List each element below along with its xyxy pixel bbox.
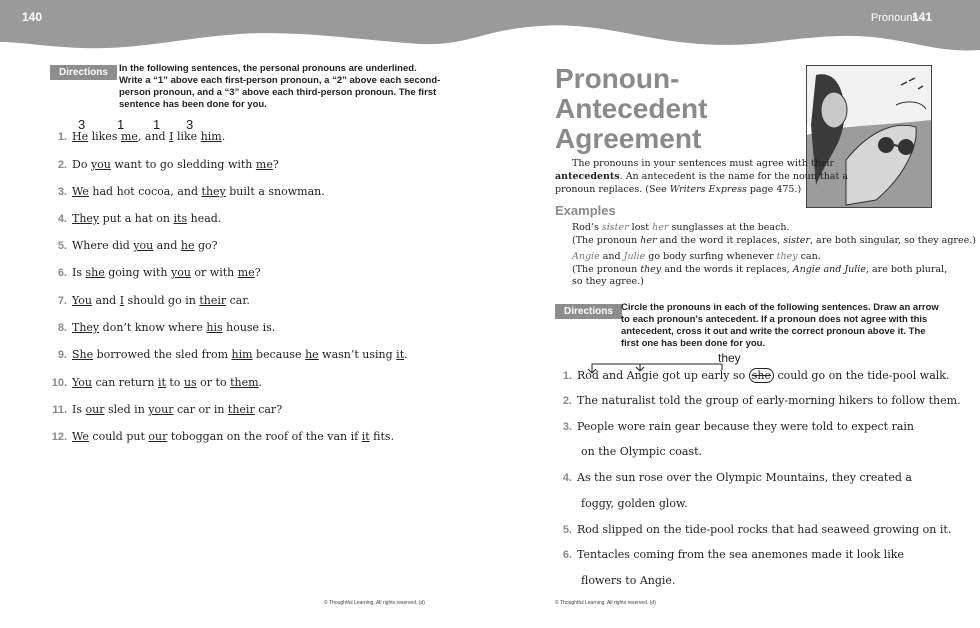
- sentence-row: [50, 348, 408, 361]
- sentence-number: 6.: [57, 267, 67, 279]
- sentence-text: . An antecedent is the name for the noun that a: [619, 171, 849, 182]
- italic-text: sister: [783, 235, 810, 246]
- underlined-pronoun: me: [255, 158, 273, 171]
- left-directions-text: [119, 63, 440, 111]
- sentence-text: pronoun replaces. (See: [555, 184, 670, 195]
- right-page-number: 141: [912, 10, 933, 24]
- left-directions-badge: Directions: [50, 65, 117, 80]
- sentence-text: Is: [72, 266, 86, 279]
- intro-line: [555, 183, 801, 196]
- sentence-text: and: [153, 239, 181, 252]
- underlined-pronoun: they: [201, 185, 226, 198]
- sentence-text: ?: [272, 158, 279, 171]
- example-line: [572, 276, 644, 288]
- sentence-number: 7.: [57, 295, 67, 307]
- italic-text: her: [640, 235, 657, 246]
- sentence-text: , and: [137, 130, 170, 143]
- sentence-number: 9.: [57, 349, 67, 361]
- sentence-text: or with: [190, 266, 238, 279]
- highlighted-word: Julie: [623, 251, 646, 262]
- sentence-text: can.: [797, 251, 821, 262]
- sentence-row: [581, 497, 688, 510]
- sentence-text: going with: [104, 266, 171, 279]
- sentence-text: car.: [226, 294, 250, 307]
- underlined-pronoun: you: [171, 266, 191, 279]
- sentence-row: [555, 471, 912, 484]
- underlined-pronoun: us: [183, 376, 197, 389]
- underlined-pronoun: They: [72, 212, 100, 225]
- sentence-text: Tentacles coming from the sea anemones made it look like: [577, 548, 904, 561]
- sentence-text: As the sun rose over the Olympic Mountains, they created a: [577, 471, 912, 484]
- underlined-pronoun: you: [90, 158, 111, 171]
- highlighted-word: her: [652, 222, 669, 233]
- sentence-number: 8.: [57, 322, 67, 334]
- sentence-row: [581, 445, 702, 458]
- sentence-text: can return: [92, 376, 158, 389]
- page-title-line: Antecedent: [555, 93, 708, 124]
- sentence-number: 5.: [57, 240, 67, 252]
- underlined-pronoun: She: [72, 348, 94, 361]
- underlined-pronoun: it: [361, 430, 370, 443]
- sentence-text: and: [599, 251, 624, 262]
- sentence-text: on the Olympic coast.: [581, 445, 703, 458]
- sentence-text: page 475.): [746, 184, 802, 195]
- right-directions-badge: Directions: [555, 304, 622, 319]
- example-line: [572, 264, 947, 276]
- sentence-text: (The pronoun: [572, 235, 641, 246]
- underlined-pronoun: his: [206, 321, 223, 334]
- sentence-text: put a hat on: [99, 212, 174, 225]
- sentence-row: [50, 239, 218, 252]
- underlined-pronoun: them: [230, 376, 259, 389]
- person-mark: 3: [186, 117, 194, 132]
- sentence-text: Rod and Angie got up early so: [577, 369, 749, 382]
- sentence-text: head.: [187, 212, 222, 225]
- left-directions-line: Write a “1” above each first-person pronoun, a “2” above each second-: [119, 75, 441, 86]
- sentence-number: 1.: [562, 370, 572, 382]
- sentence-text: could go on the tide-pool walk.: [774, 369, 950, 382]
- left-directions-line: sentence has been done for you.: [119, 99, 267, 110]
- header-band: [0, 0, 980, 60]
- underlined-pronoun: our: [148, 430, 168, 443]
- sentence-text: and: [92, 294, 120, 307]
- sentence-number: 2.: [562, 395, 572, 407]
- underlined-pronoun: your: [148, 403, 174, 416]
- sentence-number: 10.: [51, 377, 67, 389]
- page-title-line: Agreement: [555, 123, 702, 154]
- sentence-number: 11.: [52, 404, 67, 416]
- sentence-text: to: [165, 376, 184, 389]
- beach-illustration: [806, 65, 932, 208]
- sentence-text: likes: [88, 130, 121, 143]
- italic-text: Angie and Julie: [792, 264, 866, 275]
- highlighted-word: sister: [601, 222, 629, 233]
- sentence-text: and the word it replaces,: [656, 235, 784, 246]
- sentence-text: and the words it replaces,: [661, 264, 793, 275]
- underlined-pronoun: you: [133, 239, 154, 252]
- highlighted-word: Angie: [572, 251, 600, 262]
- sentence-text: want to go sledding with: [110, 158, 256, 171]
- sentence-row: [50, 158, 279, 171]
- sentence-number: 3.: [562, 421, 572, 433]
- sentence-text: .: [221, 130, 226, 143]
- circled-crossed-pronoun: she: [749, 368, 774, 383]
- sentence-text: go body surfing whenever: [645, 251, 777, 262]
- sentence-number: 1.: [57, 131, 67, 143]
- sentence-text: People wore rain gear because they were told to expect rain: [577, 420, 915, 433]
- sentence-text: car?: [254, 403, 283, 416]
- underlined-pronoun: our: [85, 403, 105, 416]
- intro-line: [555, 170, 848, 183]
- sentence-text: like: [173, 130, 201, 143]
- sentence-text: flowers to Angie.: [581, 574, 676, 587]
- sentence-row: [50, 430, 394, 443]
- underlined-pronoun: He: [72, 130, 89, 143]
- sentence-row: [50, 321, 275, 334]
- italic-text: they: [640, 264, 662, 275]
- sentence-row: [50, 403, 282, 416]
- person-mark: 1: [153, 117, 161, 132]
- example-line: [572, 251, 821, 263]
- sentence-number: 4.: [57, 213, 67, 225]
- sentence-text: Where did: [72, 239, 134, 252]
- sentence-text: The naturalist told the group of early-morning hikers to follow them.: [577, 394, 961, 407]
- correction-text: they: [718, 351, 741, 365]
- examples-heading: Examples: [555, 203, 616, 218]
- sentence-row: [555, 394, 961, 407]
- underlined-pronoun: it: [396, 348, 405, 361]
- highlighted-word: they: [776, 251, 798, 262]
- right-directions-line: to each pronoun’s antecedent. If a pronoun does not agree with this: [621, 314, 928, 325]
- underlined-pronoun: We: [72, 185, 89, 198]
- sentence-text: don’t know where: [99, 321, 207, 334]
- sentence-row: [555, 548, 904, 561]
- sentence-text: , are both singular, so they agree.): [809, 235, 976, 246]
- underlined-pronoun: him: [231, 348, 253, 361]
- bold-term: antecedents: [555, 171, 620, 182]
- underlined-pronoun: he: [305, 348, 319, 361]
- underlined-pronoun: him: [200, 130, 222, 143]
- sentence-text: sunglasses at the beach.: [668, 222, 790, 233]
- sentence-text: foggy, golden glow.: [581, 497, 688, 510]
- sentence-row: [50, 266, 261, 279]
- sentence-text: lost: [628, 222, 653, 233]
- underlined-pronoun: it: [157, 376, 166, 389]
- sentence-text: or to: [196, 376, 231, 389]
- sentence-text: car or in: [173, 403, 228, 416]
- sentence-text: ?: [254, 266, 261, 279]
- italic-text: Writers Express: [669, 184, 747, 195]
- right-directions-line: antecedent, cross it out and write the correct pronoun above it. The: [621, 326, 926, 337]
- sentence-row: [50, 212, 221, 225]
- right-directions-text: [621, 302, 939, 350]
- sentence-number: 5.: [562, 524, 572, 536]
- sentence-text: Rod slipped on the tide-pool rocks that had seaweed growing on it.: [577, 523, 952, 536]
- underlined-pronoun: I: [119, 294, 125, 307]
- page-title-line: Pronoun-: [555, 63, 680, 94]
- example-line: [572, 222, 790, 234]
- example-line: [572, 235, 976, 247]
- sentence-text: fits.: [369, 430, 395, 443]
- underlined-pronoun: You: [72, 376, 93, 389]
- sentence-text: should go in: [124, 294, 200, 307]
- sentence-text: because: [252, 348, 306, 361]
- sentence-text: sled in: [104, 403, 149, 416]
- sentence-text: , are both plural,: [865, 264, 948, 275]
- left-footer: © Thoughtful Learning. All rights reserved. (d): [324, 600, 425, 606]
- sentence-number: 12.: [51, 431, 67, 443]
- sentence-row: [555, 420, 914, 433]
- sentence-number: 4.: [562, 472, 572, 484]
- sentence-row: [50, 376, 262, 389]
- sentence-text: The pronouns in your sentences must agree with their: [572, 158, 835, 169]
- left-directions-line: person pronoun, and a “3” above each third-person pronoun. The first: [119, 87, 437, 98]
- underlined-pronoun: I: [169, 130, 174, 143]
- sentence-number: 3.: [57, 186, 67, 198]
- person-mark: 1: [117, 117, 125, 132]
- sentence-row: [50, 130, 225, 143]
- sentence-text: toboggan on the roof of the van if: [167, 430, 362, 443]
- underlined-pronoun: me: [237, 266, 255, 279]
- sentence-text: .: [404, 348, 408, 361]
- sentence-text: wasn’t using: [318, 348, 397, 361]
- sentence-text: (The pronoun: [572, 264, 641, 275]
- sentence-text: borrowed the sled from: [93, 348, 232, 361]
- sentence-text: Rod’s: [572, 222, 602, 233]
- section-title: Pronouns: [870, 12, 918, 24]
- underlined-pronoun: They: [72, 321, 100, 334]
- underlined-pronoun: their: [199, 294, 227, 307]
- sentence-text: could put: [88, 430, 149, 443]
- person-mark: 3: [78, 117, 86, 132]
- sentence-number: 6.: [562, 549, 572, 561]
- sentence-text: .: [258, 376, 263, 389]
- sentence-text: Do: [72, 158, 91, 171]
- intro-line: [572, 157, 834, 170]
- underlined-pronoun: its: [173, 212, 188, 225]
- underlined-pronoun: he: [180, 239, 195, 252]
- sentence-text: house is.: [222, 321, 276, 334]
- sentence-number: 2.: [57, 159, 67, 171]
- right-footer: © Thoughtful Learning. All rights reserved. (d): [555, 600, 656, 606]
- sentence-text: had hot cocoa, and: [88, 185, 202, 198]
- left-directions-line: In the following sentences, the personal pronouns are underlined.: [119, 63, 417, 74]
- sentence-row: [555, 369, 949, 382]
- sentence-text: so they agree.): [572, 276, 644, 287]
- sentence-text: Is: [72, 403, 86, 416]
- underlined-pronoun: their: [227, 403, 255, 416]
- underlined-pronoun: You: [72, 294, 93, 307]
- sentence-row: [555, 523, 951, 536]
- sentence-text: built a snowman.: [225, 185, 325, 198]
- underlined-pronoun: We: [72, 430, 89, 443]
- left-page-number: 140: [22, 10, 43, 24]
- right-directions-line: Circle the pronouns in each of the following sentences. Draw an arrow: [621, 302, 939, 313]
- sentence-row: [50, 294, 250, 307]
- sentence-text: go?: [194, 239, 218, 252]
- underlined-pronoun: she: [85, 266, 105, 279]
- sentence-row: [50, 185, 325, 198]
- sentence-row: [581, 574, 675, 587]
- underlined-pronoun: me: [120, 130, 138, 143]
- right-directions-line: first one has been done for you.: [621, 338, 766, 349]
